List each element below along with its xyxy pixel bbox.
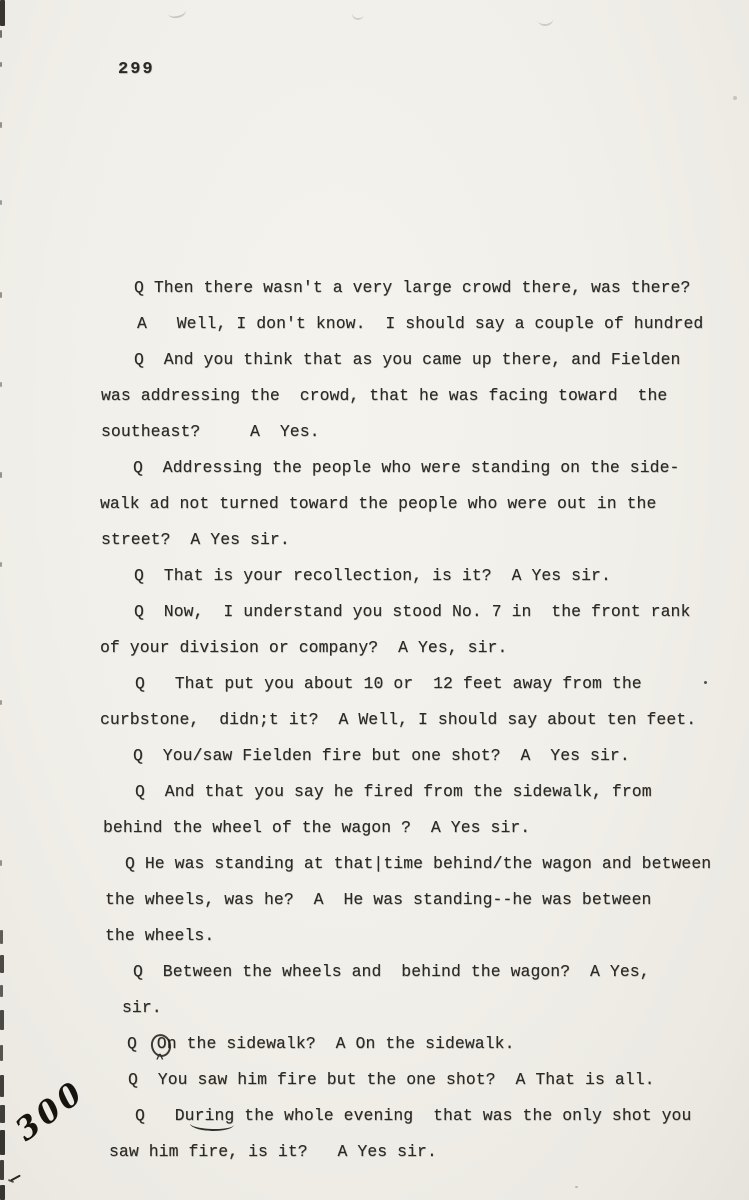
edge-artifact <box>0 955 4 973</box>
edge-artifact <box>0 1010 4 1030</box>
edge-artifact <box>0 930 3 944</box>
edge-artifact <box>0 1105 5 1123</box>
ink-speck <box>733 96 737 100</box>
edge-artifact <box>0 0 5 26</box>
transcript-line: Q On the sidewalk? A On the sidewalk. <box>127 1034 515 1053</box>
edge-artifact <box>0 1160 4 1180</box>
handwritten-page-number: 300 <box>8 1073 92 1149</box>
corner-scribble-mark <box>8 1172 24 1184</box>
edge-artifact <box>0 700 2 705</box>
transcript-line: the wheels. <box>105 926 215 945</box>
transcript-line: Q You saw him fire but the one shot? A That is all. <box>128 1070 655 1089</box>
transcript-line: was addressing the crowd, that he was facing toward the <box>101 386 668 405</box>
handwritten-underline-mark <box>190 1116 235 1132</box>
transcript-line: Q Addressing the people who were standing on the side- <box>133 458 680 477</box>
ink-speck <box>704 681 707 684</box>
edge-artifact <box>0 200 2 205</box>
transcript-line: Q Then there wasn't a very large crowd there, was there? <box>134 278 691 297</box>
edge-artifact <box>0 472 2 478</box>
transcript-line: of your division or company? A Yes, sir. <box>100 638 508 657</box>
smudge-mark <box>537 13 553 27</box>
transcript-line: Q And you think that as you came up there, and Fielden <box>134 350 681 369</box>
transcript-line: Q Now, I understand you stood No. 7 in the front rank <box>134 602 691 621</box>
transcript-line: sir. <box>122 998 162 1017</box>
transcript-line: Q And that you say he fired from the sidewalk, from <box>135 782 652 801</box>
edge-artifact <box>0 382 2 387</box>
edge-artifact <box>0 860 2 866</box>
transcript-line: Q He was standing at that|time behind/the wagon and between <box>125 854 712 873</box>
smudge-mark <box>167 4 187 19</box>
transcript-line: behind the wheel of the wagon ? A Yes sir. <box>103 818 531 837</box>
transcript-line: the wheels, was he? A He was standing--he was between <box>105 890 652 909</box>
edge-artifact <box>0 30 2 38</box>
smudge-mark <box>351 7 365 21</box>
edge-artifact <box>0 292 2 298</box>
transcript-line: Q During the whole evening that was the only shot you <box>135 1106 692 1125</box>
edge-artifact <box>0 985 3 997</box>
ink-speck <box>575 1186 578 1188</box>
edge-artifact <box>0 1130 5 1155</box>
edge-artifact <box>0 1185 5 1200</box>
caret-mark: ^ <box>156 1052 164 1067</box>
edge-artifact <box>0 1045 3 1061</box>
edge-artifact <box>0 562 2 567</box>
transcript-line: Q You/saw Fielden fire but one shot? A Yes sir. <box>133 746 630 765</box>
transcript-line: Q Between the wheels and behind the wagon? A Yes, <box>133 962 650 981</box>
transcript-line: walk ad not turned toward the people who were out in the <box>100 494 657 513</box>
edge-artifact <box>0 62 2 67</box>
edge-artifact <box>0 122 2 128</box>
transcript-line: saw him fire, is it? A Yes sir. <box>109 1142 437 1161</box>
transcript-line: Q That is your recollection, is it? A Yes sir. <box>134 566 611 585</box>
typed-page-number: 299 <box>118 60 155 79</box>
transcript-line: curbstone, didn;t it? A Well, I should say about ten feet. <box>100 710 697 729</box>
transcript-line: southeast? A Yes. <box>101 422 320 441</box>
transcript-line: Q That put you about 10 or 12 feet away from the <box>135 674 642 693</box>
transcript-line: street? A Yes sir. <box>101 530 290 549</box>
transcript-line: A Well, I don't know. I should say a couple of hundred <box>137 314 704 333</box>
edge-artifact <box>0 1075 4 1097</box>
